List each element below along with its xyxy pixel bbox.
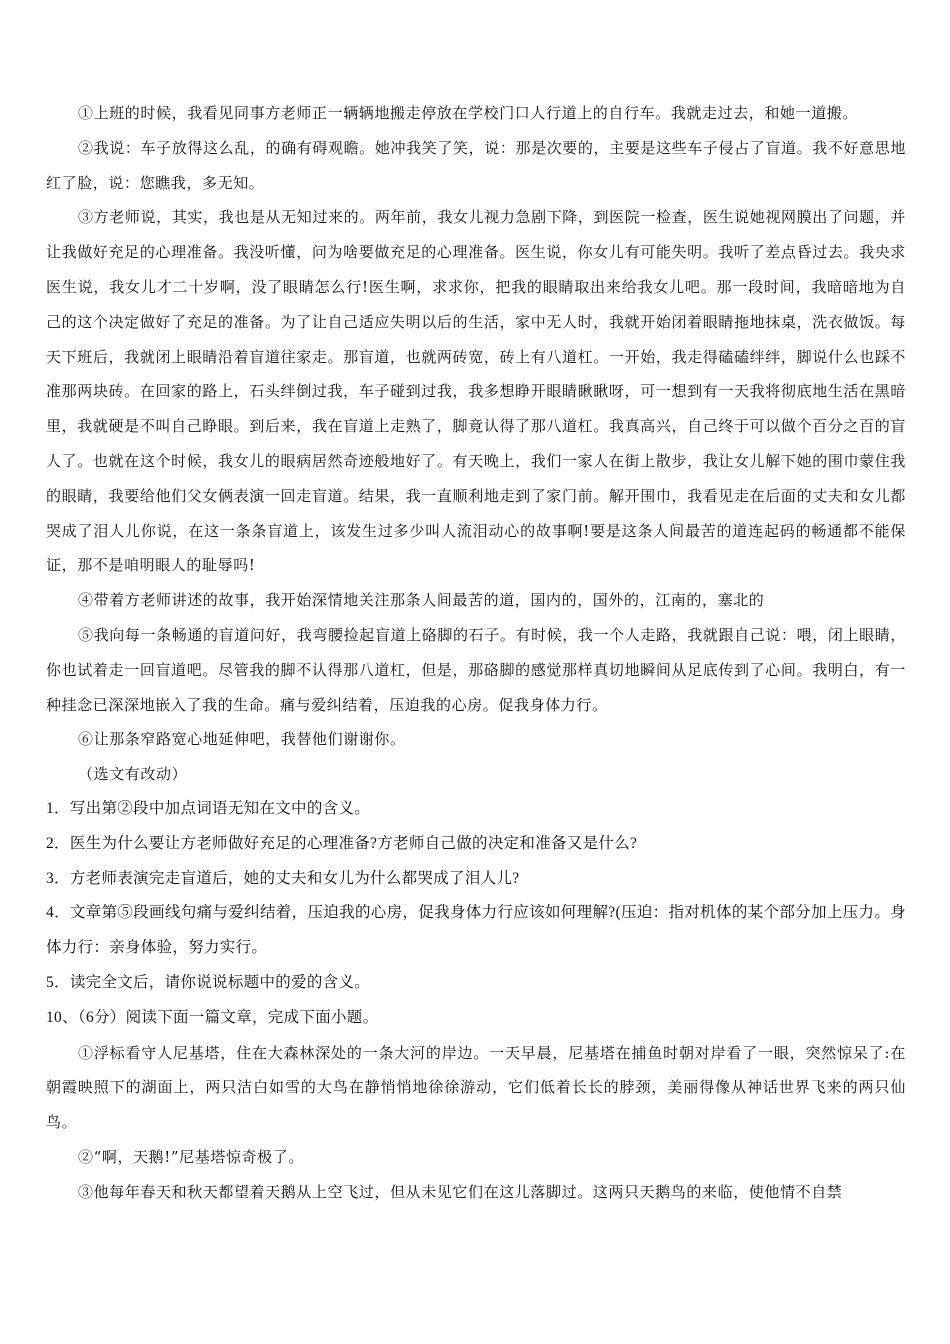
passage-paragraph-1: ①上班的时候，我看见同事方老师正一辆辆地搬走停放在学校门口人行道上的自行车。我就走过去，和她一道搬。 (78, 104, 859, 122)
passage-paragraph-2: ②我说：车子放得这么乱，的确有碍观瞻。她冲我笑了笑，说：那是次要的，主要是这些车子侵占了盲道。我不好意思地红了脸，说：您瞧我，多无知。 (46, 138, 906, 192)
source-note: （选文有改动） (78, 765, 188, 784)
passage-paragraph-3: ③方老师说，其实，我也是从无知过来的。两年前，我女儿视力急剧下降，到医院一检查，医生说她视网膜出了问题，并让我做好充足的心理准备。我没听懂，问为啥要做充足的心理准备。医生说，你女儿有可能失明。我听了差点昏过去。我央求医生说，我女儿才二十岁啊，没了眼睛怎么行!医生啊，求求你，把我的眼睛取出来给我女儿吧。那一段时间，我暗暗地为自己的这个决定做好了充足的准备。为了让自己适应失明以后的生活，家中无人时，我就开始闭着眼睛拖地抹桌，洗衣做饭。每天下班后，我就闭上眼睛沿着盲道往家走。那盲道，也就两砖宽，砖上有八道杠。一开始，我走得磕磕绊绊，脚说什么也踩不准那两块砖。在回家的路上，石头绊倒过我，车子碰到过我，我多想睁开眼睛瞅瞅呀，可一想到有一天我将彻底地生活在黑暗里，我就硬是不叫自己睁眼。到后来，我在盲道上走熟了，脚竟认得了那八道杠。我真高兴，自己终于可以做个百分之百的盲人了。也就在这个时候，我女儿的眼病居然奇迹般地好了。有天晚上，我们一家人在街上散步，我让女儿解下她的围巾蒙住我的眼睛，我要给他们父女俩表演一回走盲道。结果，我一直顺利地走到了家门前。解开围巾，我看见走在后面的丈夫和女儿都哭成了泪人儿你说，在这一条条盲道上，该发生过多少叫人流泪动心的故事啊!要是这条人间最苦的道连起码的畅通都不能保证，那不是咱明眼人的耻辱吗! (46, 208, 906, 575)
question-1: 1．写出第②段中加点词语无知在文中的含义。 (46, 799, 371, 817)
question-5: 5．读完全文后，请你说说标题中的爱的含义。 (46, 973, 371, 991)
question-2: 2．医生为什么要让方老师做好充足的心理准备?方老师自己做的决定和准备又是什么? (46, 834, 638, 852)
passage-paragraph-4: ④带着方老师讲述的故事，我开始深情地关注那条人间最苦的道，国内的，国外的，江南的，塞北的 (78, 591, 765, 610)
passage2-paragraph-3: ③他每年春天和秋天都望着天鹅从上空飞过，但从未见它们在这儿落脚过。这两只天鹅鸟的来临，使他情不自禁 (78, 1182, 843, 1201)
passage-paragraph-5: ⑤我向每一条畅通的盲道问好，我弯腰捡起盲道上硌脚的石子。有时候，我一个人走路，我就跟自己说：喂，闭上眼睛，你也试着走一回盲道吧。尽管我的脚不认得那八道杠，但是，那硌脚的感觉那样真切地瞬间从足底传到了心间。我明白，有一种挂念已深深地嵌入了我的生命。痛与爱纠结着，压迫我的心房。促我身体力行。 (46, 625, 906, 714)
passage2-paragraph-2: ②“啊，天鹅!”尼基塔惊奇极了。 (78, 1147, 304, 1166)
document-body (46, 96, 906, 1210)
passage-paragraph-6: ⑥让那条窄路宽心地延伸吧，我替他们谢谢你。 (78, 730, 406, 749)
question-4: 4．文章第⑤段画线句痛与爱纠结着，压迫我的心房，促我身体力行应该如何理解?(压迫：指对机体的某个部分加上压力。身体力行：亲身体验，努力实行。 (46, 904, 906, 957)
question-3: 3．方老师表演完走盲道后，她的丈夫和女儿为什么都哭成了泪人儿? (46, 869, 520, 887)
question-10-heading: 10、（6分）阅读下面一篇文章，完成下面小题。 (46, 1008, 379, 1026)
passage2-paragraph-1: ①浮标看守人尼基塔，住在大森林深处的一条大河的岸边。一天早晨，尼基塔在捕鱼时朝对岸看了一眼，突然惊呆了:在朝霞映照下的湖面上，两只洁白如雪的大鸟在静悄悄地徐徐游动，它们低着长长的脖颈，美丽得像从神话世界飞来的两只仙鸟。 (46, 1043, 906, 1132)
